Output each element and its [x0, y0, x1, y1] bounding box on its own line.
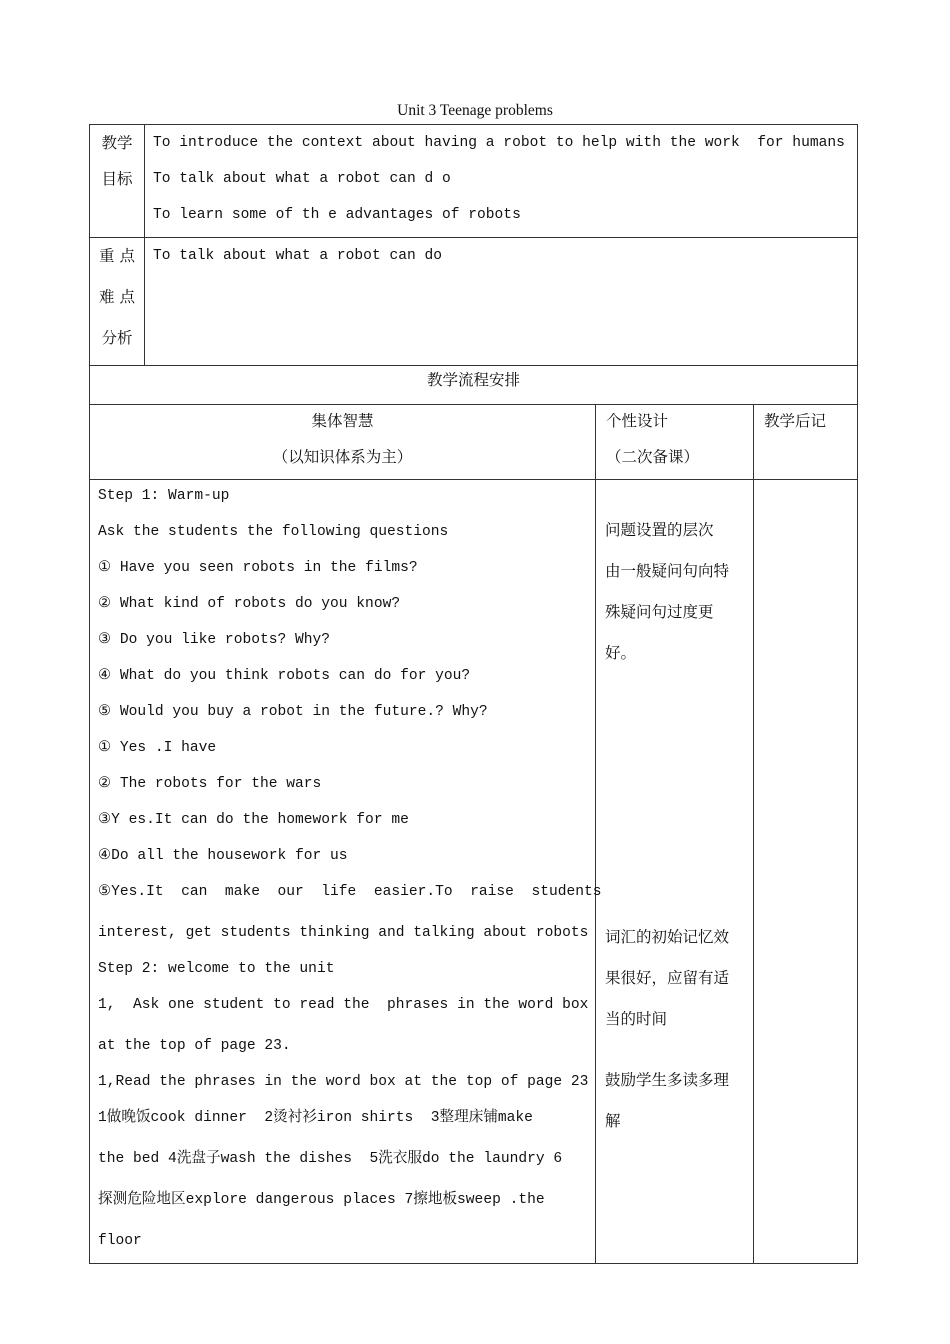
- content-line: ② What kind of robots do you know?: [98, 596, 401, 612]
- collective-header: 集体智慧 （以知识体系为主）: [90, 405, 596, 480]
- content-line: 1做晚饭cook dinner 2烫衬衫iron shirts 3整理床铺make: [98, 1110, 533, 1126]
- key-point-line: To talk about what a robot can do: [153, 248, 443, 264]
- note-line: 解: [605, 1112, 621, 1130]
- content-line: ③Y es.It can do the homework for me: [98, 812, 409, 828]
- content-line: Step 2: welcome to the unit: [98, 961, 335, 977]
- content-line: ③ Do you like robots? Why?: [98, 632, 331, 648]
- flow-title: 教学流程安排: [90, 366, 858, 405]
- page-title: Unit 3 Teenage problems: [397, 102, 553, 119]
- content-line: interest, get students thinking and talking about robots: [98, 925, 589, 941]
- personal-header: 个性设计 （二次备课）: [596, 405, 754, 480]
- content-line: ① Have you seen robots in the films?: [98, 560, 418, 576]
- content-line: ⑤ Would you buy a robot in the future.? Why?: [98, 704, 488, 720]
- content-line: ① Yes .I have: [98, 740, 217, 756]
- content-line: 1,Read the phrases in the word box at the top of page 23: [98, 1074, 589, 1090]
- objective-line: To learn some of th e advantages of robots: [153, 207, 521, 223]
- column-header-row: [90, 405, 858, 480]
- reflection-header: 教学后记: [754, 405, 858, 480]
- note-line: 好。: [605, 644, 637, 662]
- content-line: 1, Ask one student to read the phrases in the word box: [98, 997, 589, 1013]
- key-points-row: [90, 238, 858, 366]
- collective-content: [90, 480, 602, 1264]
- personal-notes: [596, 480, 754, 1264]
- note-line: 当的时间: [605, 1010, 668, 1028]
- flow-title-row: [90, 366, 858, 405]
- content-line: at the top of page 23.: [98, 1038, 291, 1054]
- note-line: 问题设置的层次: [605, 521, 714, 539]
- objective-line: To talk about what a robot can d o: [153, 171, 451, 187]
- content-line: Step 1: Warm-up: [98, 488, 230, 504]
- content-line: 探测危险地区explore dangerous places 7擦地板sweep .the: [98, 1192, 545, 1208]
- content-line: floor: [98, 1233, 142, 1249]
- key-points-content: [145, 238, 858, 366]
- content-line: Ask the students the following questions: [98, 524, 449, 540]
- content-row: [90, 480, 858, 1264]
- lesson-plan-table: [89, 124, 858, 1264]
- reflection-cell: [754, 480, 858, 1264]
- objectives-label: 教学 目标: [90, 125, 145, 238]
- note-line: 鼓励学生多读多理: [605, 1071, 730, 1089]
- content-line: ⑤Yes.It can make our life easier.To raise students: [98, 884, 602, 900]
- key-points-label: 重 点 难 点 分析: [90, 238, 145, 366]
- objective-line: To introduce the context about having a robot to help with the work for humans: [153, 135, 845, 151]
- note-line: 殊疑问句过度更: [605, 603, 714, 621]
- objectives-content: [145, 125, 858, 238]
- content-line: ④Do all the housework for us: [98, 848, 348, 864]
- content-line: ② The robots for the wars: [98, 776, 322, 792]
- content-line: the bed 4洗盘子wash the dishes 5洗衣服do the laundry 6: [98, 1151, 563, 1167]
- note-line: 由一般疑问句向特: [605, 562, 730, 580]
- content-line: ④ What do you think robots can do for you?: [98, 668, 471, 684]
- objectives-row: [90, 125, 858, 238]
- note-line: 果很好，应留有适: [605, 969, 730, 987]
- note-line: 词汇的初始记忆效: [605, 928, 730, 946]
